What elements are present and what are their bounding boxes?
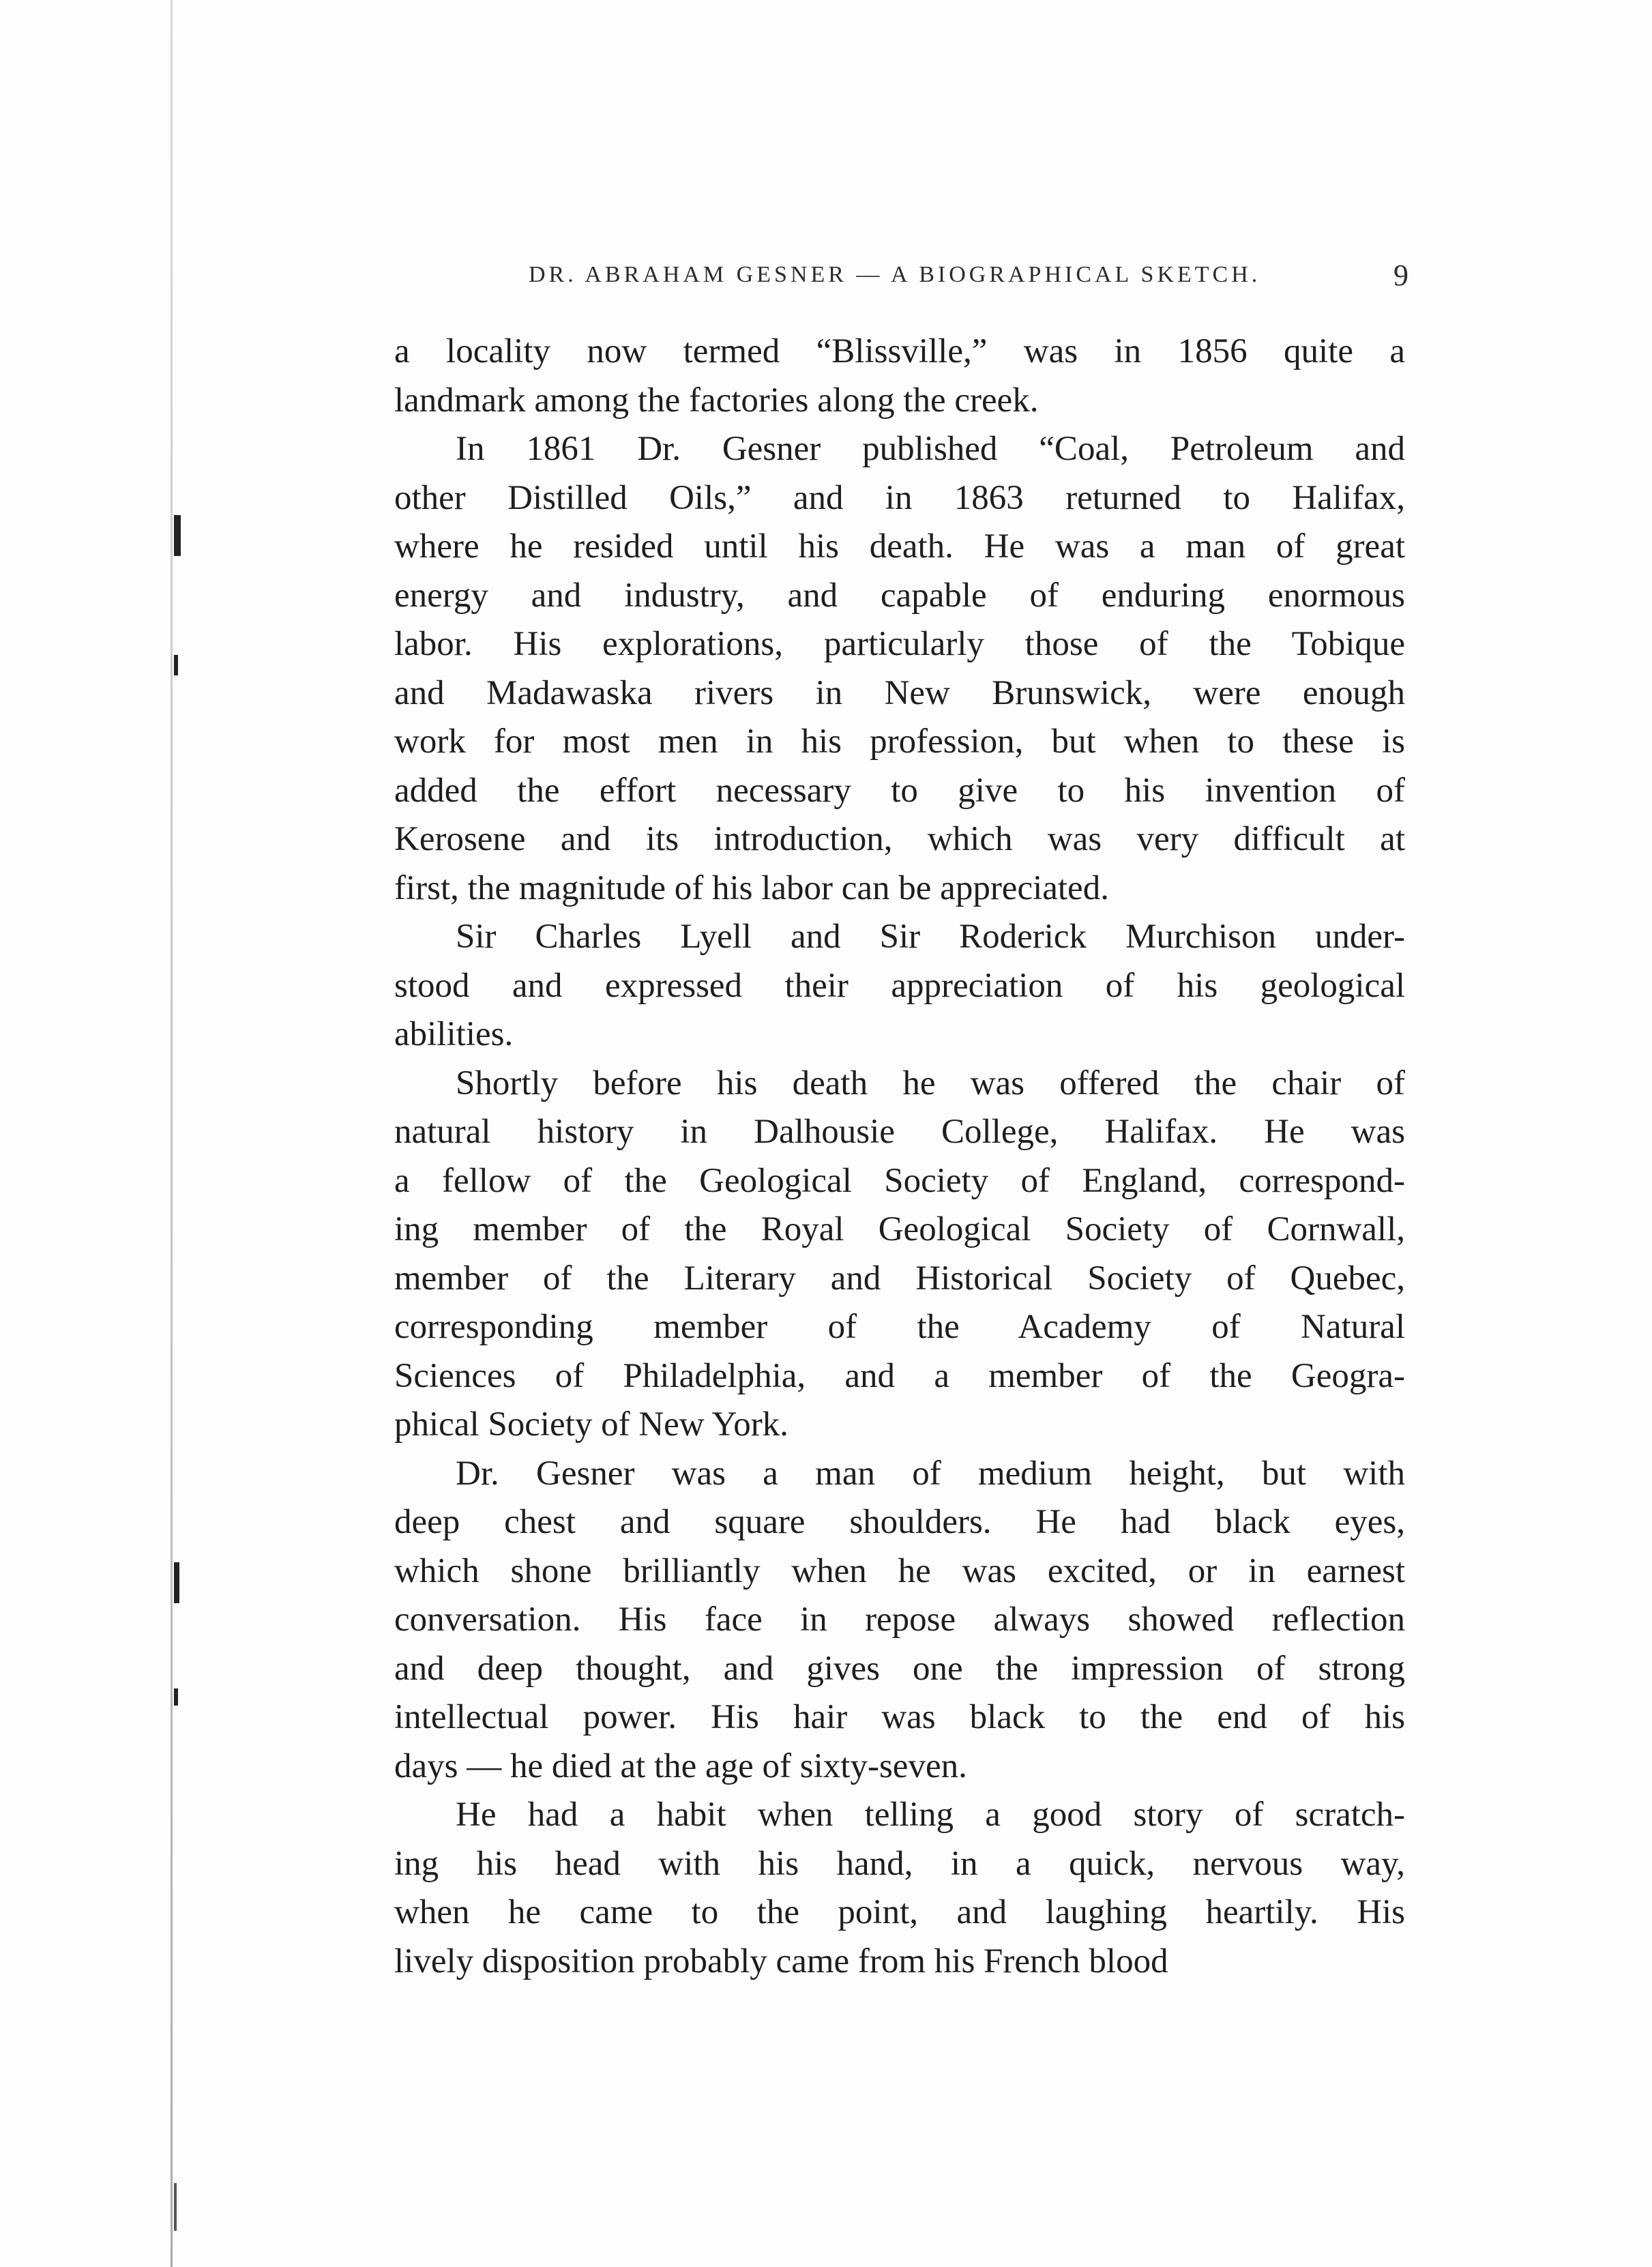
text-line: deep chest and square shoulders. He had black eyes, bbox=[394, 1503, 1405, 1541]
text-line: where he resided until his death. He was a man of great bbox=[394, 527, 1405, 566]
text-line: conversation. His face in repose always showed reflection bbox=[394, 1600, 1405, 1639]
text-line: abilities. bbox=[394, 1015, 514, 1053]
text-line: labor. His explorations, particularly those of the Tobique bbox=[394, 625, 1405, 663]
paragraph bbox=[394, 327, 1405, 425]
text-line: and deep thought, and gives one the impression of strong bbox=[394, 1649, 1405, 1688]
text-line: added the effort necessary to give to his invention of bbox=[394, 771, 1405, 810]
text-line: which shone brilliantly when he was excited, or in earnest bbox=[394, 1551, 1405, 1590]
paragraph bbox=[394, 1450, 1405, 1791]
text-line: landmark among the factories along the creek. bbox=[394, 381, 1039, 420]
text-line: a locality now termed “Blissville,” was in 1856 quite a bbox=[394, 332, 1405, 370]
scan-mark bbox=[174, 1562, 179, 1603]
scan-mark bbox=[174, 655, 178, 675]
running-head-title: DR. ABRAHAM GESNER — A BIOGRAPHICAL SKETCH. bbox=[529, 262, 1261, 287]
paragraph bbox=[394, 1791, 1405, 1986]
paragraph bbox=[394, 425, 1405, 913]
text-line: phical Society of New York. bbox=[394, 1405, 788, 1444]
text-line: ing member of the Royal Geological Society of Cornwall, bbox=[394, 1210, 1405, 1248]
text-line: other Distilled Oils,” and in 1863 returned to Halifax, bbox=[394, 478, 1405, 517]
text-line: In 1861 Dr. Gesner published “Coal, Petroleum and bbox=[456, 430, 1405, 468]
running-head bbox=[392, 259, 1408, 303]
scan-mark bbox=[174, 1688, 178, 1706]
text-line: natural history in Dalhousie College, Halifax. He was bbox=[394, 1113, 1405, 1151]
text-line: work for most men in his profession, but when to these is bbox=[394, 722, 1405, 761]
text-line: lively disposition probably came from his French blood bbox=[394, 1942, 1168, 1980]
page-number: 9 bbox=[1393, 259, 1408, 292]
text-line: He had a habit when telling a good story of scratch- bbox=[456, 1796, 1405, 1834]
text-line: Shortly before his death he was offered the chair of bbox=[456, 1064, 1405, 1102]
paragraph bbox=[394, 913, 1405, 1059]
page-gutter-edge bbox=[171, 0, 173, 2267]
body-text bbox=[394, 327, 1405, 1986]
text-line: Dr. Gesner was a man of medium height, but with bbox=[456, 1454, 1405, 1493]
text-line: days — he died at the age of sixty-seven. bbox=[394, 1746, 967, 1785]
text-line: energy and industry, and capable of enduring enormous bbox=[394, 576, 1405, 615]
scan-mark bbox=[174, 515, 181, 556]
text-line: a fellow of the Geological Society of England, correspond- bbox=[394, 1161, 1405, 1200]
text-line: first, the magnitude of his labor can be appreciated. bbox=[394, 868, 1109, 907]
text-line: stood and expressed their appreciation of his geological bbox=[394, 966, 1405, 1005]
scan-mark bbox=[174, 2183, 177, 2231]
text-line: intellectual power. His hair was black to the end of his bbox=[394, 1698, 1405, 1736]
paragraph bbox=[394, 1059, 1405, 1450]
text-line: and Madawaska rivers in New Brunswick, were enough bbox=[394, 673, 1405, 712]
text-line: when he came to the point, and laughing heartily. His bbox=[394, 1893, 1405, 1931]
text-line: Sciences of Philadelphia, and a member of the Geogra- bbox=[394, 1356, 1405, 1395]
text-line: Kerosene and its introduction, which was very difficult at bbox=[394, 820, 1405, 858]
text-line: member of the Literary and Historical Society of Quebec, bbox=[394, 1259, 1405, 1298]
text-line: corresponding member of the Academy of Natural bbox=[394, 1308, 1405, 1346]
text-line: Sir Charles Lyell and Sir Roderick Murchison under- bbox=[456, 918, 1405, 956]
text-line: ing his head with his hand, in a quick, nervous way, bbox=[394, 1844, 1405, 1883]
